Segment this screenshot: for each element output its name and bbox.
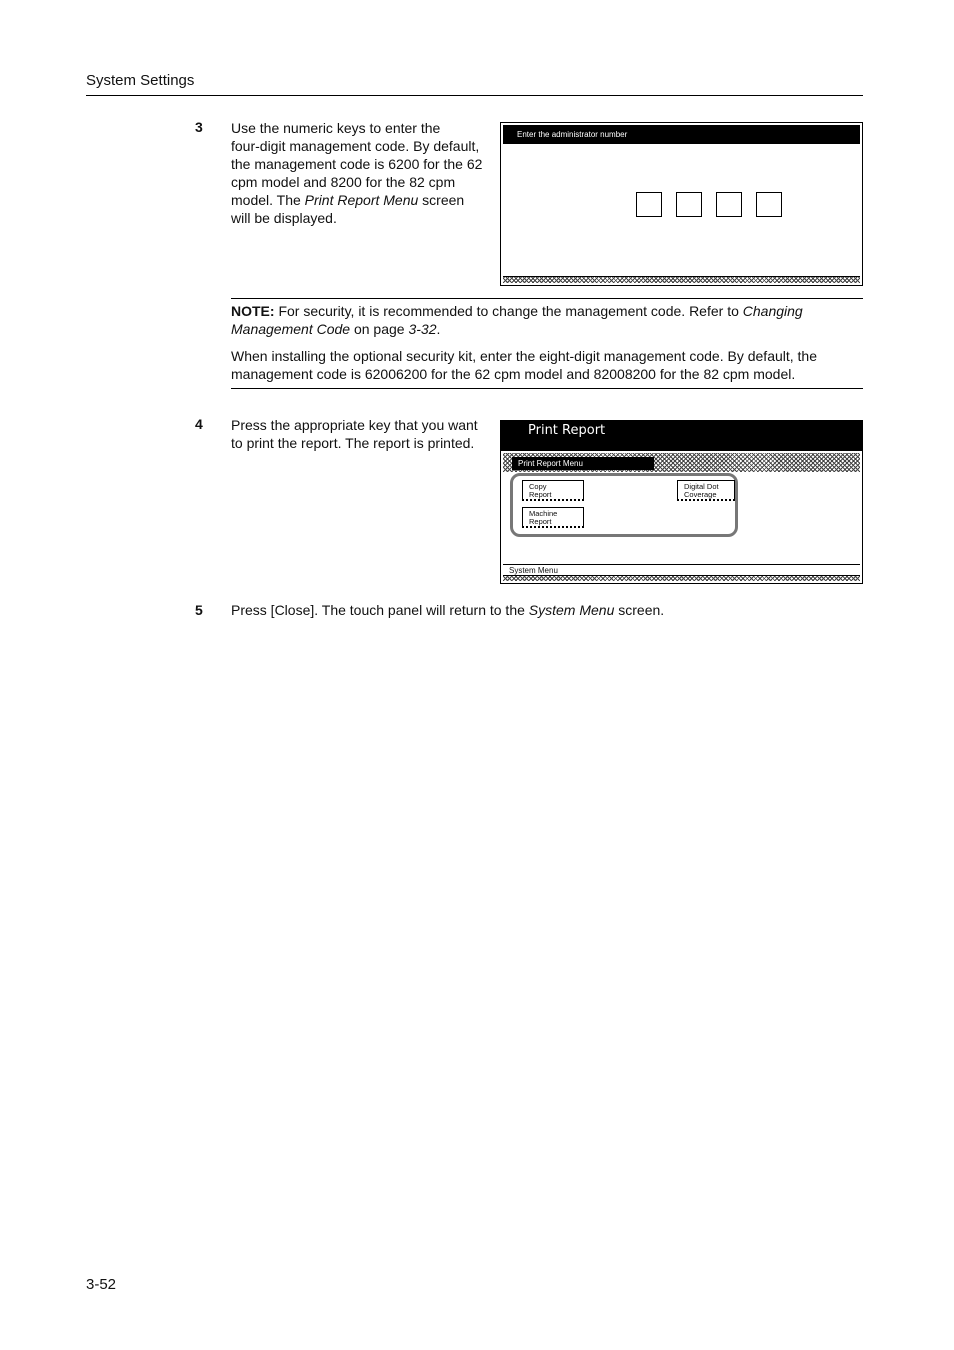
button-label: Coverage (684, 490, 717, 499)
step-4-line: Press the appropriate key that you want (231, 417, 478, 433)
header-rule (86, 95, 863, 96)
note-line: When installing the optional security kit, enter the eight-digit management code. By default, the (231, 348, 818, 364)
step-5-text-part: Press [Close]. The touch panel will return to the (231, 602, 529, 618)
system-menu-ref: System Menu (528, 602, 615, 618)
print-report-screen (500, 420, 863, 584)
code-digit-box[interactable] (716, 192, 742, 217)
button-label: Digital Dot (684, 482, 719, 491)
note-page-ref: 3-32 (408, 321, 437, 337)
step-3-line: will be displayed. (231, 210, 337, 226)
button-label: Report (529, 490, 552, 499)
note-text: . (436, 321, 441, 337)
note-text: For security, it is recommended to change the management code. Refer to (274, 303, 743, 319)
page-header-title: System Settings (86, 72, 195, 89)
step-4-number: 4 (195, 416, 203, 432)
step-3-line: cpm model and 8200 for the 82 cpm (231, 174, 456, 190)
screen-bottom-strip (503, 276, 860, 283)
note-line (231, 302, 863, 320)
screen-bottom-strip (503, 575, 860, 581)
step-5-text (231, 601, 664, 619)
step-3-text-part: screen (418, 192, 465, 208)
code-digit-box[interactable] (676, 192, 702, 217)
note-bottom-rule (231, 388, 863, 389)
code-digit-box[interactable] (636, 192, 662, 217)
admin-number-screen (500, 122, 863, 286)
step-5-number: 5 (195, 602, 203, 618)
step-3-line: Use the numeric keys to enter the (231, 120, 441, 136)
note-paragraph (231, 302, 863, 338)
note-security-kit-paragraph (231, 347, 863, 383)
step-4-text (231, 416, 478, 452)
step-4-line: to print the report. The report is printed. (231, 435, 475, 451)
step-3-line (231, 191, 482, 209)
digital-dot-coverage-button[interactable] (677, 480, 735, 501)
note-text: on page (350, 321, 409, 337)
button-label: Machine (529, 509, 558, 518)
note-line: management code is 62006200 for the 62 cpm model and 82008200 for the 82 cpm model. (231, 366, 796, 382)
note-reference: Changing (742, 303, 803, 319)
copy-report-button[interactable] (522, 480, 584, 501)
step-3-number: 3 (195, 119, 203, 135)
print-report-menu-ref: Print Report Menu (304, 192, 419, 208)
step-3-text-part: model. The (231, 192, 305, 208)
step-3-line: the management code is 6200 for the 62 (231, 156, 483, 172)
code-digit-box[interactable] (756, 192, 782, 217)
page-number: 3-52 (86, 1276, 117, 1293)
print-report-menu-label: Print Report Menu (512, 457, 654, 470)
system-menu-footer[interactable]: System Menu (503, 564, 860, 577)
note-reference: Management Code (231, 321, 351, 337)
admin-number-prompt: Enter the administrator number (503, 125, 860, 144)
machine-report-button[interactable] (522, 507, 584, 528)
note-top-rule (231, 298, 863, 299)
print-report-title: Print Report (501, 421, 862, 451)
note-label: NOTE: (231, 303, 275, 319)
button-label: Copy (529, 482, 547, 491)
step-3-line: four-digit management code. By default, (231, 138, 480, 154)
step-3-text (231, 119, 482, 227)
menu-hatch-bar (503, 453, 860, 472)
step-5-text-part: screen. (614, 602, 665, 618)
button-label: Report (529, 517, 552, 526)
note-line (231, 320, 863, 338)
